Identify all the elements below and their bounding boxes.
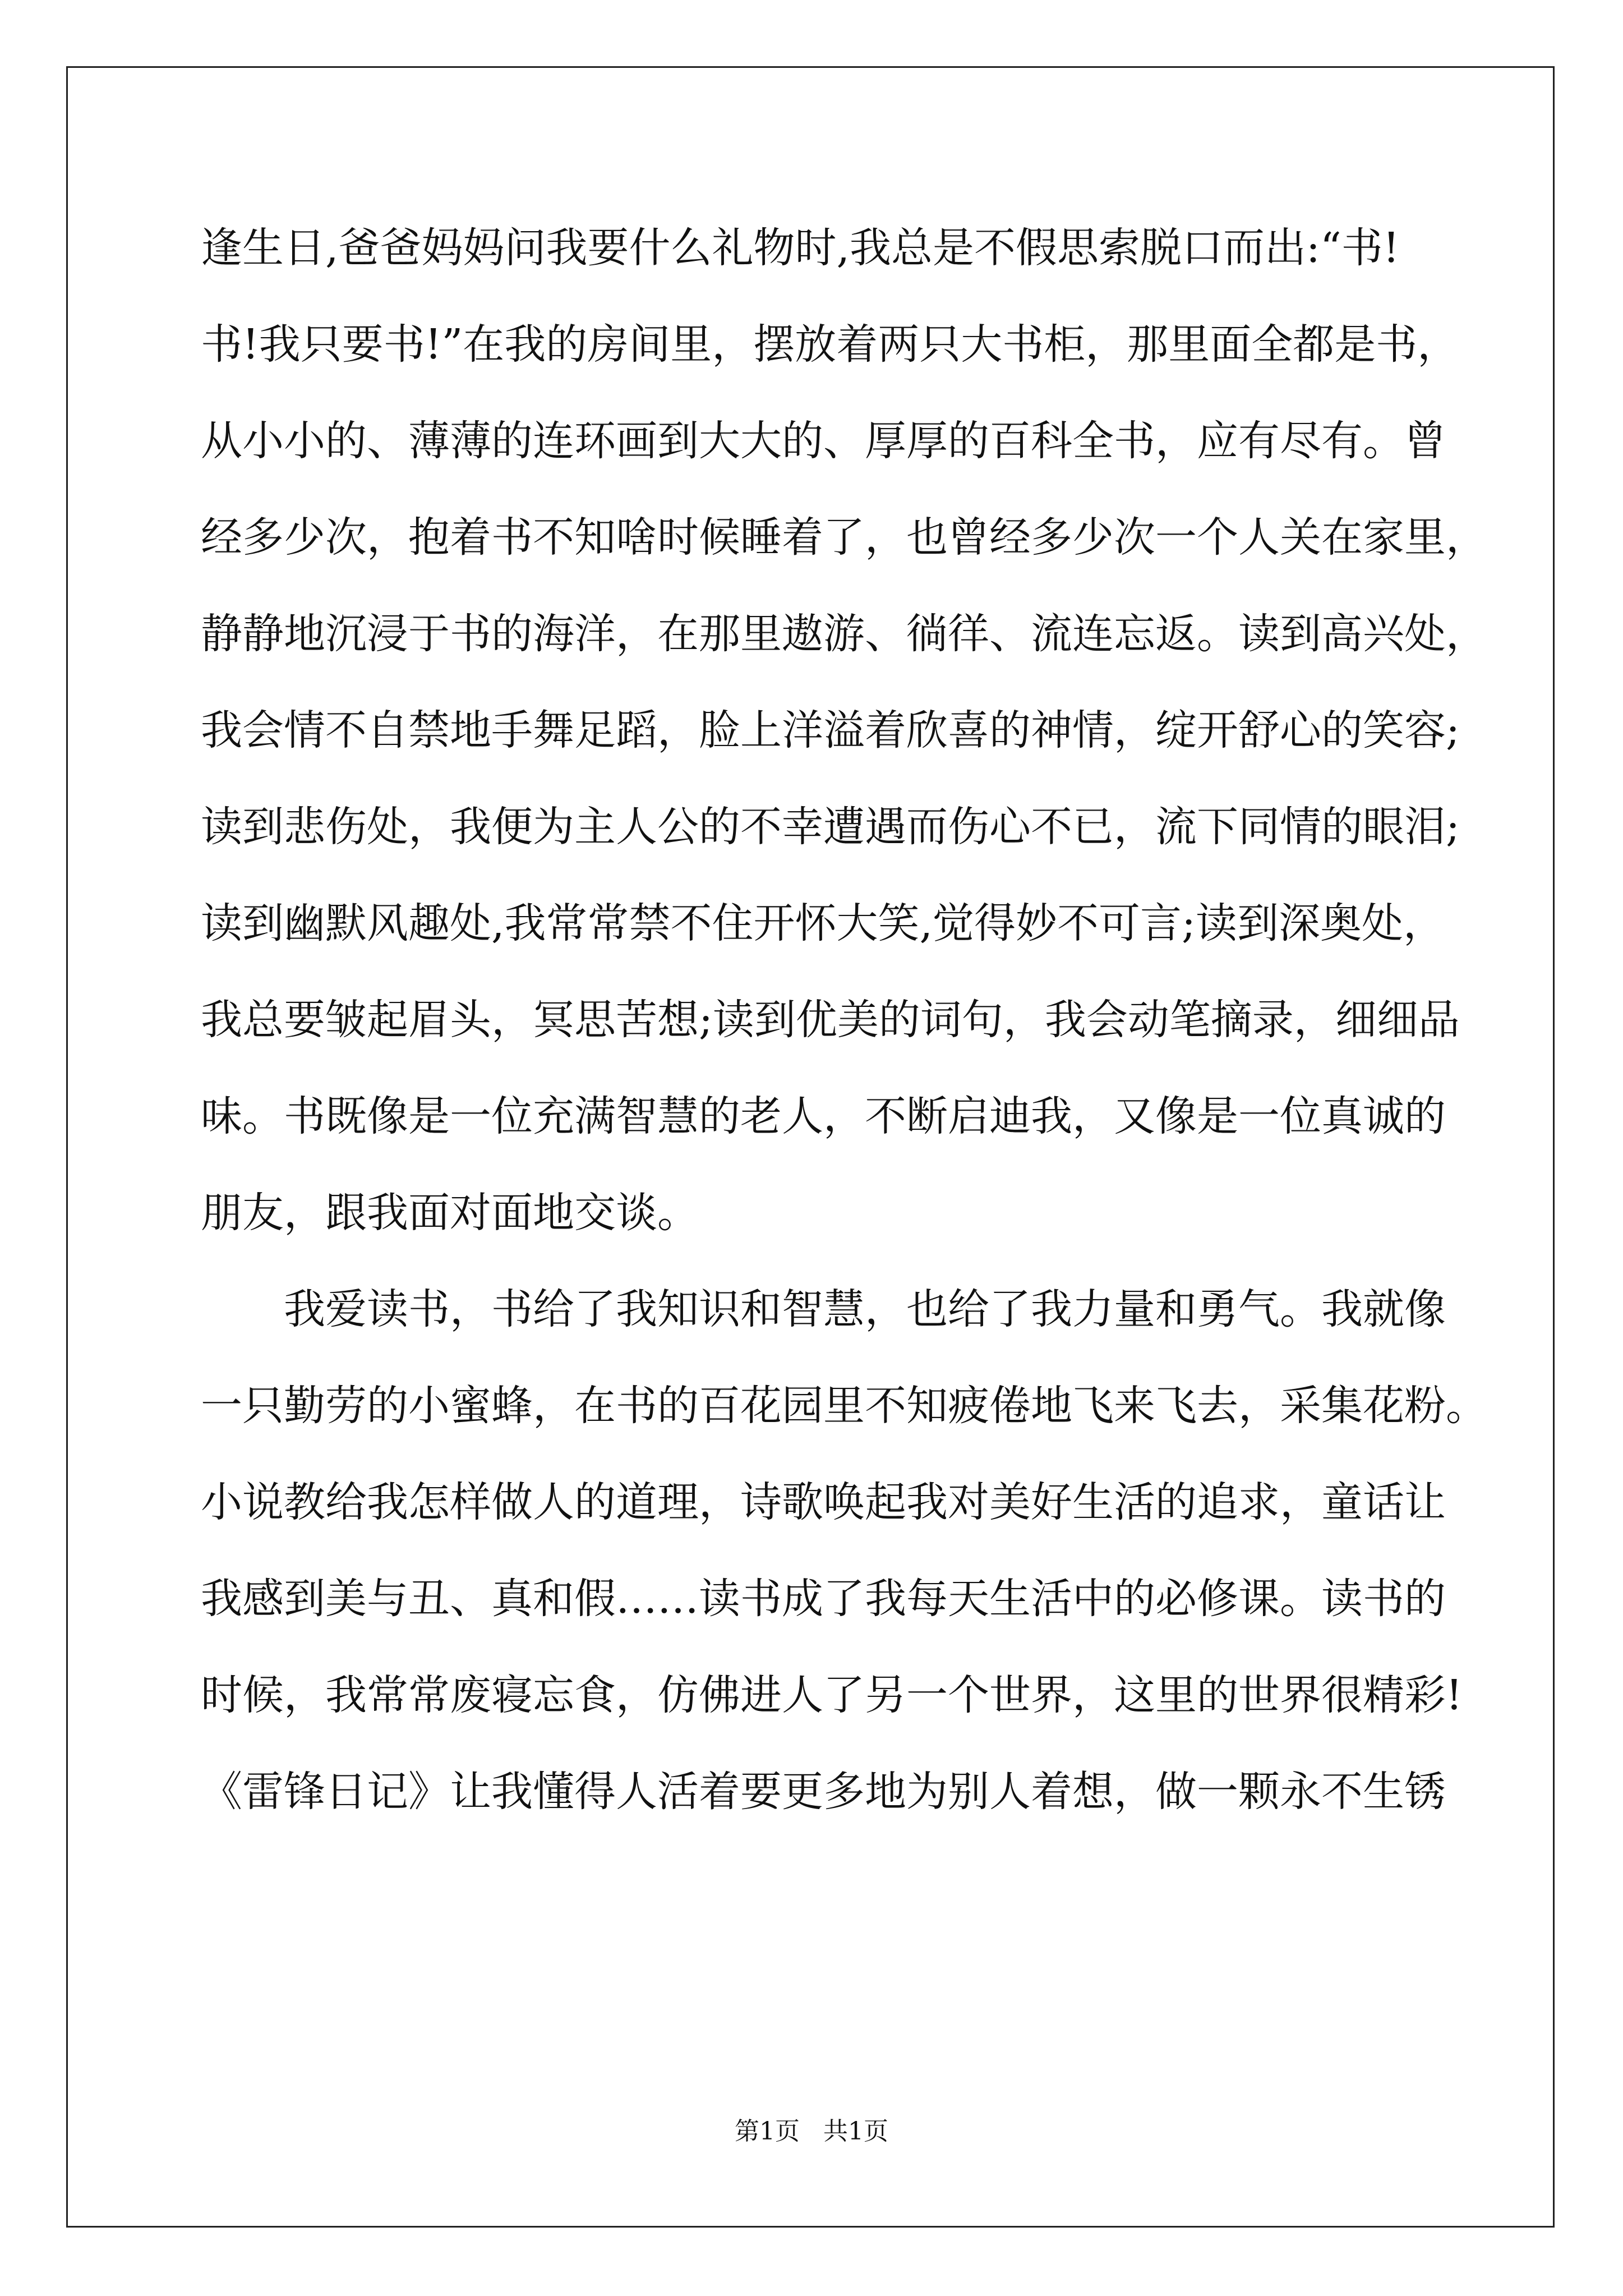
text-line: 小说教给我怎样做人的道理，诗歌唤起我对美好生活的追求，童话让 — [201, 1478, 1446, 1526]
text-line: 书!我只要书!”在我的房间里，摆放着两只大书柜，那里面全都是书， — [201, 320, 1459, 369]
text-line: 一只勤劳的小蜜蜂，在书的百花园里不知疲倦地飞来飞去，采集花粉。 — [201, 1382, 1487, 1430]
text-line: 经多少次，抱着书不知啥时候睡着了，也曾经多少次一个人关在家里， — [201, 513, 1487, 562]
text-line: 读到幽默风趣处,我常常禁不住开怀大笑,觉得妙不可言;读到深奥处， — [201, 899, 1445, 947]
text-line: 我感到美与丑、真和假……读书成了我每天生活中的必修课。读书的 — [201, 1575, 1446, 1623]
paragraph-first-line: 我爱读书，书给了我知识和智慧，也给了我力量和勇气。我就像 — [284, 1285, 1446, 1333]
text-line: 朋友，跟我面对面地交谈。 — [201, 1189, 699, 1237]
page-footer: 第1页 共1页 — [735, 2117, 888, 2146]
text-line: 从小小的、薄薄的连环画到大大的、厚厚的百科全书，应有尽有。曾 — [201, 417, 1446, 465]
text-line: 时候，我常常废寝忘食，仿佛进人了另一个世界，这里的世界很精彩! — [201, 1671, 1463, 1719]
text-line: 逢生日,爸爸妈妈问我要什么礼物时,我总是不假思索脱口而出:“书! — [201, 224, 1400, 272]
text-line: 读到悲伤处，我便为主人公的不幸遭遇而伤心不已，流下同情的眼泪; — [201, 803, 1460, 851]
text-line: 我总要皱起眉头，冥思苦想;读到优美的词句，我会动笔摘录，细细品 — [201, 996, 1460, 1044]
text-line: 我会情不自禁地手舞足蹈，脸上洋溢着欣喜的神情，绽开舒心的笑容; — [201, 706, 1460, 754]
text-line: 味。书既像是一位充满智慧的老人，不断启迪我，又像是一位真诚的 — [201, 1092, 1446, 1140]
text-line: 静静地沉浸于书的海洋，在那里遨游、徜徉、流连忘返。读到高兴处， — [201, 610, 1487, 658]
text-line: 《雷锋日记》让我懂得人活着要更多地为别人着想，做一颗永不生锈 — [201, 1768, 1446, 1816]
